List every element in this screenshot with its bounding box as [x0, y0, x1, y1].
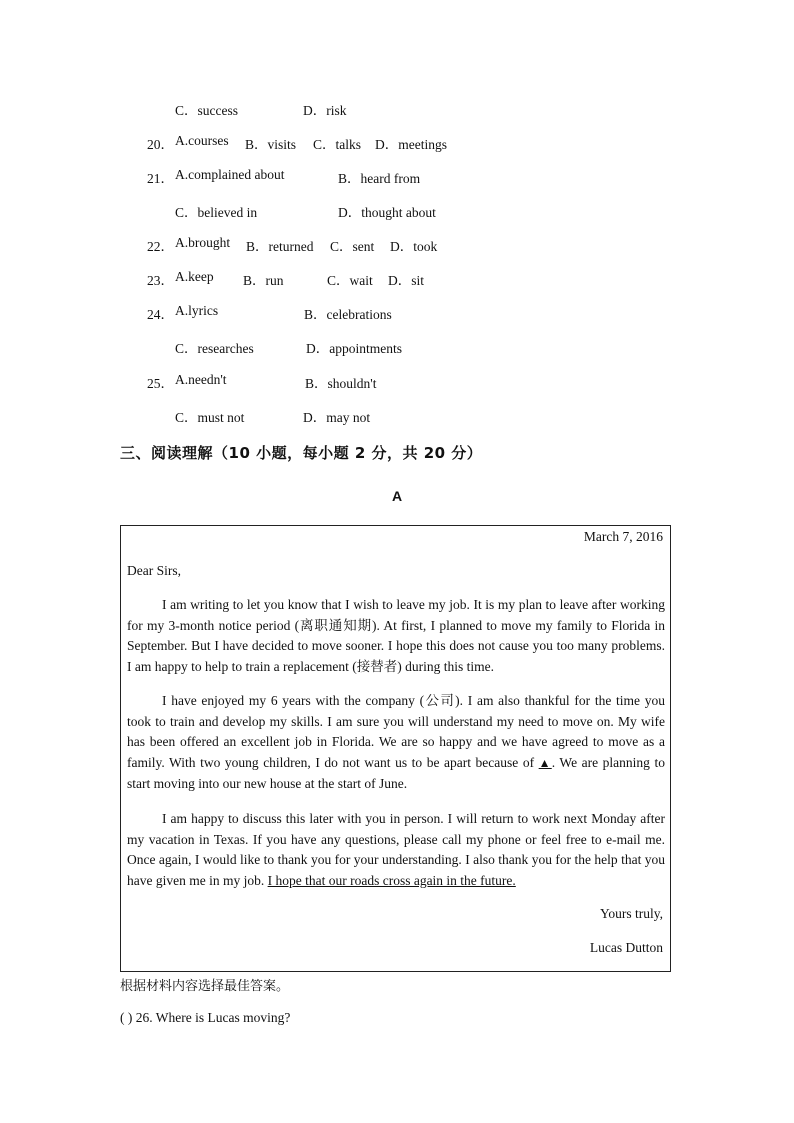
question-number: 23．	[147, 273, 174, 288]
option-c: C．researches	[175, 341, 254, 356]
option-c: C．success	[175, 103, 238, 118]
question-number: 25．	[147, 376, 174, 391]
section-title: 三、阅读理解（10 小题，每小题 2 分，共 20 分）	[120, 444, 483, 462]
letter-date: March 7, 2016	[583, 529, 663, 544]
passage-label: A	[391, 488, 403, 504]
blank-triangle-icon: ▲	[538, 756, 552, 771]
option-d: D．appointments	[306, 341, 402, 356]
question-text: 26. Where is Lucas moving?	[135, 1010, 291, 1025]
option-c: C．sent	[330, 239, 375, 254]
option-d: D．thought about	[338, 205, 436, 220]
option-c: C．talks	[313, 137, 362, 152]
question-number: 22．	[147, 239, 174, 254]
paragraph-text: I am happy to discuss this later with you in person. I will return to work next Monday after my vacation in Texas. If you have any questions, please call my phone or feel free to e-mail me. Once again, I would like to thank you for your understanding. I also thank you for the help that you have given me in my job.	[127, 811, 665, 889]
letter-box	[120, 525, 671, 972]
paragraph-text: . We are planning to start moving into our new house at the start of June.	[127, 755, 665, 791]
option-c: C．must not	[175, 410, 245, 425]
option-b: B．celebrations	[304, 307, 392, 322]
option-b: B．shouldn't	[305, 376, 377, 391]
option-b: B．heard from	[338, 171, 421, 186]
option-a: A.courses	[175, 133, 229, 148]
option-a: A.brought	[175, 235, 231, 250]
option-d: D．took	[390, 239, 438, 254]
letter-paragraph-1: I am writing to let you know that I wish to leave my job. It is my plan to leave after working for my 3-month notice period (离职通知期). At first, I planned to move my family to Florida in September. But I have decided to move sooner. I hope this does not cause you too many problems. I am happy to help to train a replacement (接替者) during this time.	[127, 597, 665, 675]
question-26	[120, 1010, 290, 1026]
option-a: A.complained about	[175, 167, 285, 182]
option-b: B．visits	[245, 137, 297, 152]
letter-paragraph-2	[127, 691, 665, 795]
option-d: D．may not	[303, 410, 371, 425]
option-b: B．returned	[246, 239, 314, 254]
question-number: 21．	[147, 171, 174, 186]
letter-closing: Yours truly,	[599, 906, 663, 921]
option-d: D．sit	[388, 273, 425, 288]
letter-paragraph-3	[127, 809, 665, 892]
paragraph-text: I have enjoyed my 6 years with the company (公司). I am also thankful for the time you took to train and develop my skills. I am sure you will understand my need to move on. My wife has been offered an excellent job in Florida. We are so happy and we have agreed to move as a family. With two young children, I do not want us to be apart because of	[127, 693, 665, 771]
option-d: D．meetings	[375, 137, 447, 152]
option-b: B．run	[243, 273, 284, 288]
option-a: A.needn't	[175, 372, 227, 387]
question-number: 20．	[147, 137, 174, 152]
option-c: C．believed in	[175, 205, 258, 220]
letter-signature: Lucas Dutton	[589, 940, 663, 955]
option-d: D．risk	[303, 103, 347, 118]
option-a: A.lyrics	[175, 303, 219, 318]
answer-blank: ( )	[120, 1010, 133, 1025]
option-c: C．wait	[327, 273, 373, 288]
underlined-sentence: I hope that our roads cross again in the future.	[267, 873, 516, 889]
option-a: A.keep	[175, 269, 214, 284]
question-number: 24．	[147, 307, 174, 322]
instruction: 根据材料内容选择最佳答案。	[120, 979, 290, 994]
letter-greeting: Dear Sirs,	[127, 563, 181, 578]
